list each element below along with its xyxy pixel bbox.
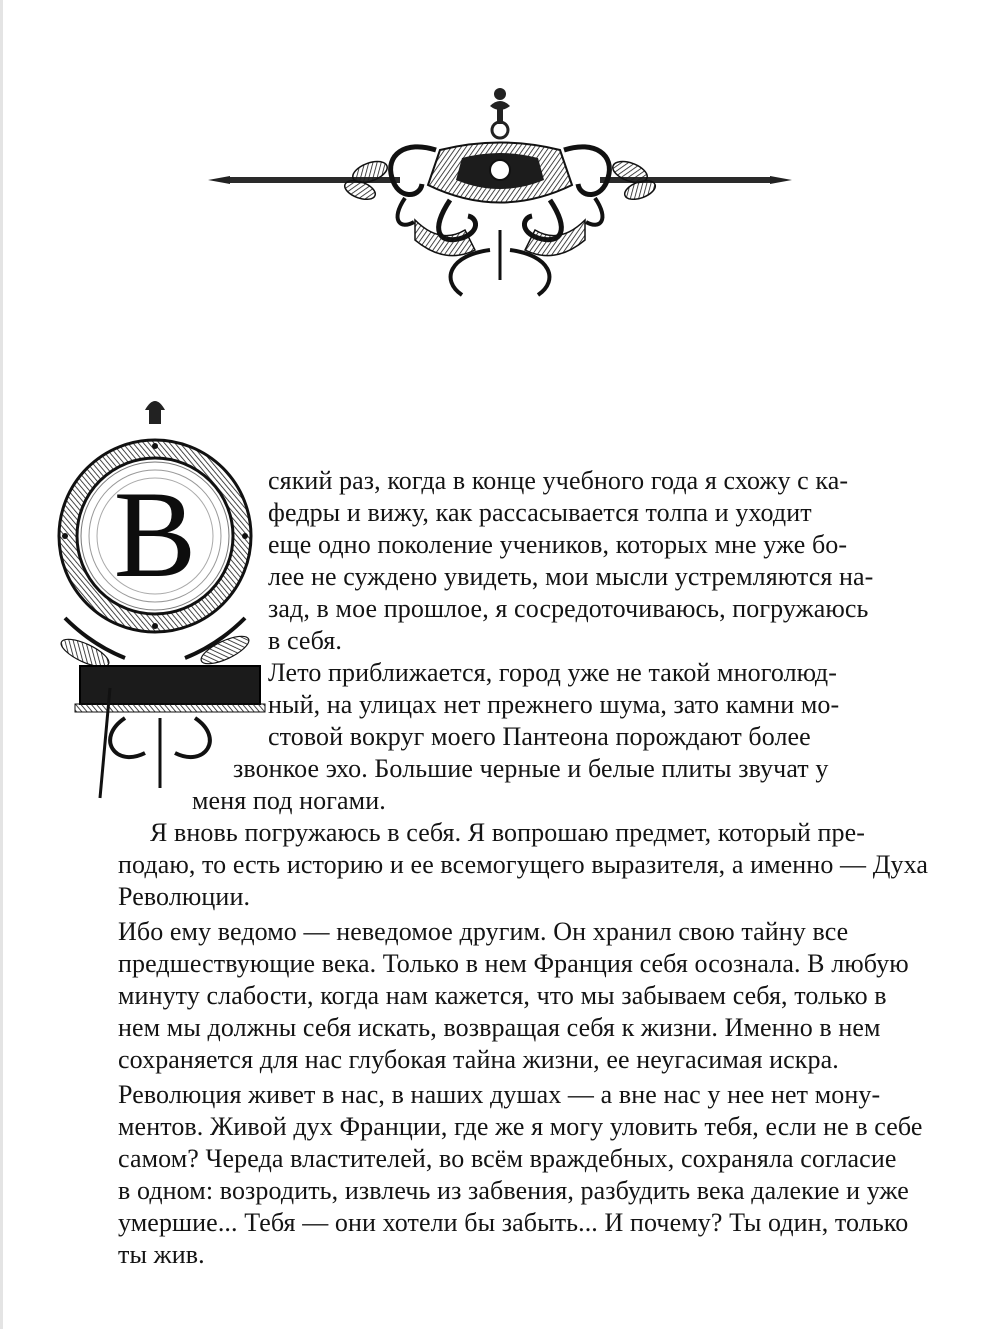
text-line: звонкое эхо. Большие черные и белые плиты звучат у	[233, 754, 829, 783]
text-line: зад, в мое прошлое, я сосредоточиваюсь, погружаюсь	[268, 594, 869, 623]
text-line: еще одно поколение учеников, которых мне уже бо-	[268, 530, 848, 559]
text-line: ментов. Живой дух Франции, где же я могу уловить тебя, если не в себе	[118, 1112, 923, 1141]
text-line: лее не суждено увидеть, мои мысли устремляются на-	[268, 562, 874, 591]
ornamental-headpiece	[200, 80, 800, 305]
text-line: предшествующие века. Только в нем Франция себя осознала. В любую	[118, 949, 909, 978]
text-line: умершие... Тебя — они хотели бы забыть... И почему? Ты один, только	[118, 1208, 909, 1237]
text-line: меня под ногами.	[192, 786, 386, 815]
text-line: в одном: возродить, извлечь из забвения, разбудить века далекие и уже	[118, 1176, 909, 1205]
text-line: подаю, то есть историю и ее всемогущего выразителя, а именно — Духа	[118, 850, 929, 879]
decorated-initial	[55, 388, 270, 808]
text-line: ный, на улицах нет прежнего шума, зато камни мо-	[268, 690, 840, 719]
text-line: федры и вижу, как рассасывается толпа и уходит	[268, 498, 812, 527]
text-line: сякий раз, когда в конце учебного года я схожу с ка-	[268, 466, 849, 495]
text-line: Я вновь погружаюсь в себя. Я вопрошаю предмет, который пре-	[150, 818, 866, 847]
initial-letter: В	[113, 466, 197, 603]
text-line: в себя.	[268, 626, 342, 655]
text-line: сохраняется для нас глубокая тайна жизни, ее неугасимая искра.	[118, 1045, 839, 1074]
text-line: ты жив.	[118, 1240, 205, 1269]
text-line: стовой вокруг моего Пантеона порождают более	[268, 722, 811, 751]
text-line: Лето приближается, город уже не такой многолюд-	[268, 658, 837, 687]
text-line: нем мы должны себя искать, возвращая себя к жизни. Именно в нем	[118, 1013, 881, 1042]
text-line: Революция живет в нас, в наших душах — а вне нас у нее нет мону-	[118, 1080, 881, 1109]
text-line: Революции.	[118, 882, 251, 911]
text-line: Ибо ему ведомо — неведомое другим. Он хранил свою тайну все	[118, 917, 849, 946]
text-line: самом? Череда властителей, во всём враждебных, сохраняла согласие	[118, 1144, 897, 1173]
text-line: минуту слабости, когда нам кажется, что мы забываем себя, только в	[118, 981, 887, 1010]
